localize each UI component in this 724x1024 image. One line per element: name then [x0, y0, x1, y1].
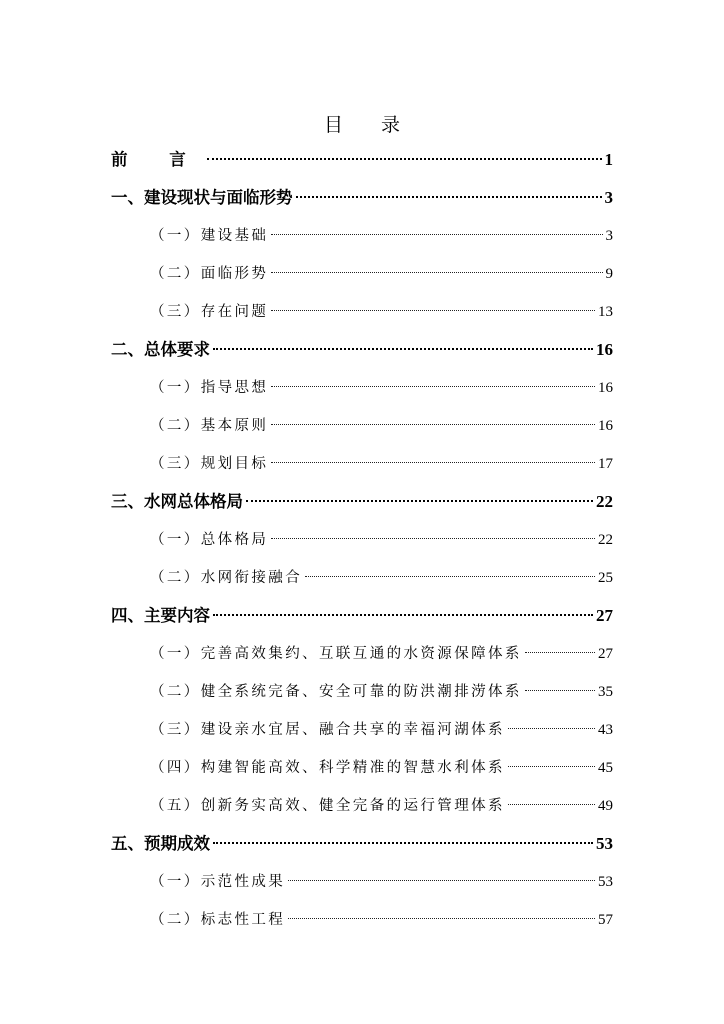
toc-page-number: 22: [598, 532, 613, 548]
toc-section-entry[interactable]: [150, 642, 613, 666]
toc-dot-leader: [525, 690, 595, 691]
toc-chapter-entry[interactable]: [111, 186, 613, 210]
toc-entry-label: （一）建设基础: [150, 228, 269, 244]
toc-entry-label: （三）存在问题: [150, 304, 269, 320]
toc-chapter-entry[interactable]: [111, 338, 613, 362]
toc-dot-leader: [271, 424, 595, 425]
toc-dot-leader: [296, 196, 602, 198]
toc-page-number: 17: [598, 456, 613, 472]
toc-section-entry[interactable]: [150, 718, 613, 742]
toc-entry-label: 三、水网总体格局: [111, 492, 243, 511]
toc-page-number: 9: [605, 266, 613, 282]
toc-page-number: 22: [596, 492, 613, 511]
toc-entry-label: （一）总体格局: [150, 532, 269, 548]
toc-page-number: 16: [598, 380, 613, 396]
toc-chapter-entry[interactable]: [111, 148, 613, 172]
toc-page-number: 45: [598, 760, 613, 776]
toc-page-number: 27: [598, 646, 613, 662]
toc-page-number: 25: [598, 570, 613, 586]
toc-dot-leader: [508, 804, 595, 805]
toc-page-number: 16: [598, 418, 613, 434]
toc-entry-label: （四）构建智能高效、科学精准的智慧水利体系: [150, 760, 505, 776]
toc-page-number: 1: [604, 150, 613, 169]
toc-section-entry[interactable]: [150, 414, 613, 438]
toc-section-entry[interactable]: [150, 262, 613, 286]
toc-dot-leader: [305, 576, 595, 577]
toc-section-entry[interactable]: [150, 300, 613, 324]
toc-entry-label: 五、预期成效: [111, 834, 210, 853]
toc-entry-label: （三）规划目标: [150, 456, 269, 472]
toc-section-entry[interactable]: [150, 870, 613, 894]
toc-entry-label: 四、主要内容: [111, 606, 210, 625]
toc-title: 目 录: [323, 114, 417, 136]
toc-entry-label: （三）建设亲水宜居、融合共享的幸福河湖体系: [150, 722, 505, 738]
toc-page-number: 16: [596, 340, 613, 359]
toc-dot-leader: [288, 918, 595, 919]
toc-dot-leader: [207, 158, 602, 160]
toc-entry-label: （一）完善高效集约、互联互通的水资源保障体系: [150, 646, 522, 662]
toc-section-entry[interactable]: [150, 452, 613, 476]
toc-dot-leader: [271, 272, 602, 273]
toc-page-number: 43: [598, 722, 613, 738]
toc-dot-leader: [271, 538, 595, 539]
toc-section-entry[interactable]: [150, 908, 613, 932]
toc-section-entry[interactable]: [150, 566, 613, 590]
toc-entry-label: （二）标志性工程: [150, 912, 286, 928]
toc-page-number: 3: [604, 188, 613, 207]
toc-dot-leader: [213, 614, 593, 616]
toc-page-number: 3: [605, 228, 613, 244]
toc-entry-label: （一）示范性成果: [150, 874, 286, 890]
toc-section-entry[interactable]: [150, 224, 613, 248]
toc-dot-leader: [213, 348, 593, 350]
toc-page-number: 13: [598, 304, 613, 320]
toc-dot-leader: [508, 728, 595, 729]
toc-dot-leader: [271, 310, 595, 311]
toc-dot-leader: [525, 652, 595, 653]
toc-page-number: 35: [598, 684, 613, 700]
toc-section-entry[interactable]: [150, 680, 613, 704]
toc-dot-leader: [288, 880, 595, 881]
toc-entry-label: （二）水网衔接融合: [150, 570, 303, 586]
toc-section-entry[interactable]: [150, 794, 613, 818]
toc-chapter-entry[interactable]: [111, 490, 613, 514]
toc-entry-label: （二）基本原则: [150, 418, 269, 434]
toc-section-entry[interactable]: [150, 528, 613, 552]
toc-section-entry[interactable]: [150, 756, 613, 780]
toc-dot-leader: [246, 500, 593, 502]
toc-dot-leader: [271, 386, 595, 387]
toc-entry-label: 二、总体要求: [111, 340, 210, 359]
toc-entry-label: 一、建设现状与面临形势: [111, 188, 293, 207]
toc-page-number: 49: [598, 798, 613, 814]
toc-entry-label: （一）指导思想: [150, 380, 269, 396]
toc-page-number: 27: [596, 606, 613, 625]
toc-entry-label: （二）健全系统完备、安全可靠的防洪潮排涝体系: [150, 684, 522, 700]
toc-dot-leader: [213, 842, 593, 844]
toc-dot-leader: [508, 766, 595, 767]
toc-chapter-entry[interactable]: [111, 832, 613, 856]
toc-page-number: 53: [596, 834, 613, 853]
toc-page-number: 57: [598, 912, 613, 928]
toc-dot-leader: [271, 462, 595, 463]
toc-entry-label: （二）面临形势: [150, 266, 269, 282]
toc-entry-label: （五）创新务实高效、健全完备的运行管理体系: [150, 798, 505, 814]
toc-dot-leader: [271, 234, 602, 235]
toc-section-entry[interactable]: [150, 376, 613, 400]
toc-chapter-entry[interactable]: [111, 604, 613, 628]
toc-entry-label: 前 言: [111, 150, 204, 169]
toc-page-number: 53: [598, 874, 613, 890]
